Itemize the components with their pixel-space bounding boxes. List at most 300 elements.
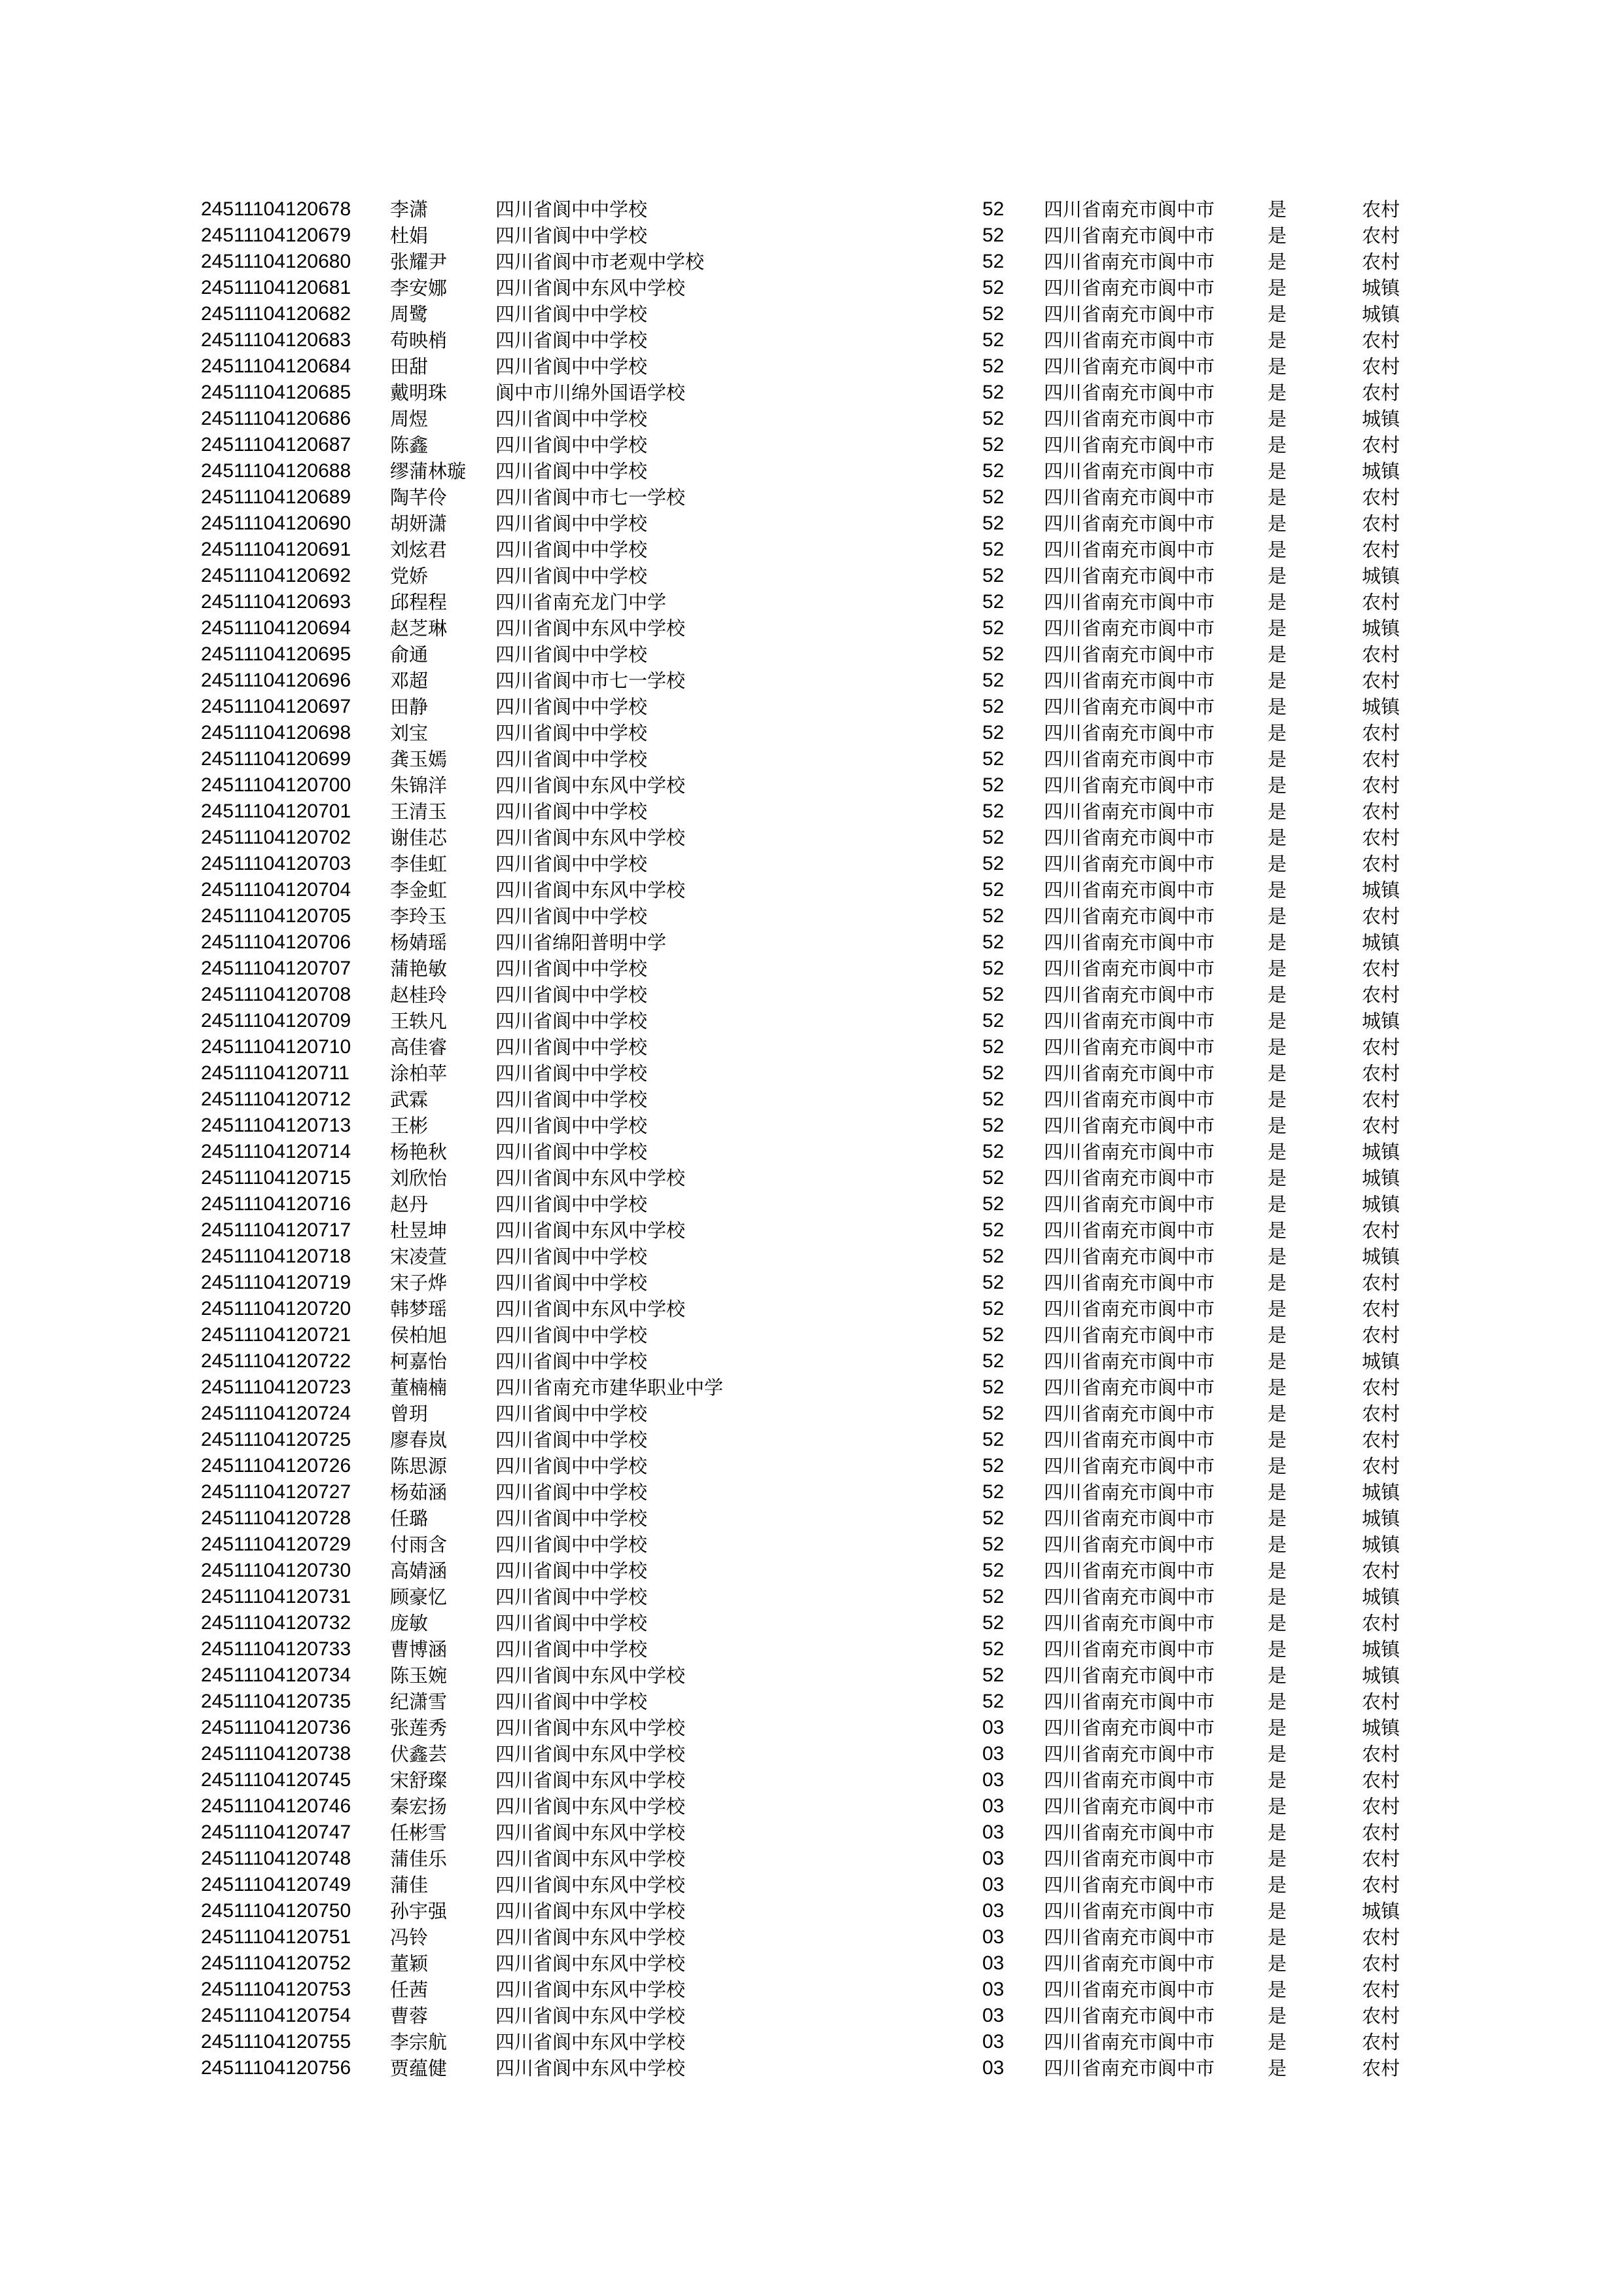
student-name-cell: 张耀尹 (390, 251, 448, 273)
region-cell: 四川省南充市阆中市 (1044, 539, 1215, 561)
student-name-cell: 刘宝 (390, 722, 429, 744)
region-cell: 四川省南充市阆中市 (1044, 408, 1215, 430)
school-cell: 四川省阆中东风中学校 (495, 1821, 686, 1844)
school-cell: 四川省阆中市七一学校 (495, 670, 686, 692)
residence-type-cell: 农村 (1362, 329, 1400, 351)
region-cell: 四川省南充市阆中市 (1044, 251, 1215, 273)
student-name-cell: 俞通 (390, 643, 429, 666)
table-row (0, 1244, 1623, 1270)
table-row (0, 249, 1623, 275)
flag-cell: 是 (1268, 198, 1287, 221)
region-cell: 四川省南充市阆中市 (1044, 1979, 1215, 2001)
residence-type-cell: 城镇 (1362, 1167, 1400, 1189)
student-id-cell: 24511104120705 (201, 905, 351, 927)
flag-cell: 是 (1268, 670, 1287, 692)
category-code-cell: 52 (982, 1664, 1005, 1686)
student-id-cell: 24511104120725 (201, 1429, 351, 1450)
residence-type-cell: 城镇 (1362, 1141, 1400, 1163)
student-name-cell: 蒲佳 (390, 1874, 429, 1896)
region-cell: 四川省南充市阆中市 (1044, 1900, 1215, 1922)
school-cell: 四川省阆中东风中学校 (495, 1848, 686, 1870)
table-row (0, 772, 1623, 798)
flag-cell: 是 (1268, 1848, 1287, 1870)
table-row (0, 956, 1623, 982)
residence-type-cell: 农村 (1362, 2005, 1400, 2027)
region-cell: 四川省南充市阆中市 (1044, 1586, 1215, 1608)
category-code-cell: 52 (982, 591, 1005, 613)
student-name-cell: 朱锦洋 (390, 774, 448, 797)
student-id-cell: 24511104120680 (201, 251, 351, 272)
category-code-cell: 52 (982, 827, 1005, 848)
student-name-cell: 李玲玉 (390, 905, 448, 927)
student-name-cell: 刘欣怡 (390, 1167, 448, 1189)
table-row (0, 1610, 1623, 1636)
student-id-cell: 24511104120750 (201, 1900, 351, 1922)
region-cell: 四川省南充市阆中市 (1044, 1167, 1215, 1189)
flag-cell: 是 (1268, 1664, 1287, 1687)
category-code-cell: 52 (982, 696, 1005, 717)
student-id-cell: 24511104120718 (201, 1246, 351, 1267)
category-code-cell: 52 (982, 1246, 1005, 1267)
student-name-cell: 蒲佳乐 (390, 1848, 448, 1870)
school-cell: 四川省阆中中学校 (495, 1455, 648, 1477)
region-cell: 四川省南充市阆中市 (1044, 827, 1215, 849)
student-id-cell: 24511104120735 (201, 1691, 351, 1712)
student-id-cell: 24511104120748 (201, 1848, 351, 1869)
residence-type-cell: 农村 (1362, 1298, 1400, 1320)
table-row (0, 1505, 1623, 1532)
student-id-cell: 24511104120724 (201, 1403, 351, 1424)
flag-cell: 是 (1268, 277, 1287, 299)
category-code-cell: 52 (982, 1298, 1005, 1319)
residence-type-cell: 农村 (1362, 670, 1400, 692)
flag-cell: 是 (1268, 879, 1287, 901)
category-code-cell: 03 (982, 1926, 1005, 1948)
table-row (0, 1741, 1623, 1767)
residence-type-cell: 城镇 (1362, 1900, 1400, 1922)
category-code-cell: 52 (982, 1481, 1005, 1503)
flag-cell: 是 (1268, 2005, 1287, 2027)
category-code-cell: 03 (982, 1979, 1005, 2000)
flag-cell: 是 (1268, 905, 1287, 927)
student-name-cell: 田静 (390, 696, 429, 718)
flag-cell: 是 (1268, 1507, 1287, 1530)
table-row (0, 589, 1623, 615)
flag-cell: 是 (1268, 984, 1287, 1006)
region-cell: 四川省南充市阆中市 (1044, 460, 1215, 482)
table-row (0, 1977, 1623, 2003)
residence-type-cell: 农村 (1362, 434, 1400, 456)
student-name-cell: 武霖 (390, 1088, 429, 1111)
category-code-cell: 52 (982, 931, 1005, 953)
school-cell: 四川省阆中中学校 (495, 696, 648, 718)
student-name-cell: 李金虹 (390, 879, 448, 901)
category-code-cell: 52 (982, 1062, 1005, 1084)
table-row (0, 1950, 1623, 1977)
residence-type-cell: 农村 (1362, 827, 1400, 849)
flag-cell: 是 (1268, 1821, 1287, 1844)
residence-type-cell: 城镇 (1362, 303, 1400, 325)
student-name-cell: 董颖 (390, 1952, 429, 1975)
table-row (0, 877, 1623, 903)
category-code-cell: 52 (982, 224, 1005, 246)
school-cell: 四川省阆中中学校 (495, 565, 648, 587)
flag-cell: 是 (1268, 434, 1287, 456)
school-cell: 四川省阆中中学校 (495, 1350, 648, 1372)
table-row (0, 406, 1623, 432)
region-cell: 四川省南充市阆中市 (1044, 617, 1215, 639)
student-id-cell: 24511104120709 (201, 1010, 351, 1031)
flag-cell: 是 (1268, 1717, 1287, 1739)
student-name-cell: 曹博涵 (390, 1638, 448, 1660)
residence-type-cell: 城镇 (1362, 1507, 1400, 1530)
school-cell: 四川省阆中东风中学校 (495, 1952, 686, 1975)
region-cell: 四川省南充市阆中市 (1044, 1560, 1215, 1582)
student-name-cell: 秦宏扬 (390, 1795, 448, 1818)
flag-cell: 是 (1268, 1455, 1287, 1477)
school-cell: 四川省阆中中学校 (495, 355, 648, 378)
student-id-cell: 24511104120685 (201, 382, 351, 403)
region-cell: 四川省南充市阆中市 (1044, 931, 1215, 954)
flag-cell: 是 (1268, 1926, 1287, 1948)
residence-type-cell: 农村 (1362, 2057, 1400, 2079)
student-id-cell: 24511104120738 (201, 1743, 351, 1765)
school-cell: 四川省阆中中学校 (495, 1429, 648, 1451)
student-id-cell: 24511104120756 (201, 2057, 351, 2079)
school-cell: 四川省阆中中学校 (495, 1638, 648, 1660)
flag-cell: 是 (1268, 748, 1287, 770)
student-id-cell: 24511104120687 (201, 434, 351, 456)
residence-type-cell: 农村 (1362, 224, 1400, 247)
table-row (0, 668, 1623, 694)
category-code-cell: 52 (982, 1141, 1005, 1162)
table-row (0, 1165, 1623, 1191)
student-id-cell: 24511104120755 (201, 2031, 351, 2053)
table-row (0, 641, 1623, 668)
region-cell: 四川省南充市阆中市 (1044, 1612, 1215, 1634)
student-name-cell: 张莲秀 (390, 1717, 448, 1739)
student-name-cell: 纪潇雪 (390, 1691, 448, 1713)
student-id-cell: 24511104120699 (201, 748, 351, 770)
student-name-cell: 杜娟 (390, 224, 429, 247)
school-cell: 四川省阆中中学校 (495, 1586, 648, 1608)
residence-type-cell: 城镇 (1362, 1534, 1400, 1556)
school-cell: 四川省阆中东风中学校 (495, 1795, 686, 1818)
region-cell: 四川省南充市阆中市 (1044, 774, 1215, 797)
school-cell: 四川省阆中市老观中学校 (495, 251, 705, 273)
region-cell: 四川省南充市阆中市 (1044, 1743, 1215, 1765)
student-name-cell: 孙宇强 (390, 1900, 448, 1922)
school-cell: 四川省阆中东风中学校 (495, 2005, 686, 2027)
category-code-cell: 52 (982, 879, 1005, 901)
residence-type-cell: 城镇 (1362, 696, 1400, 718)
residence-type-cell: 城镇 (1362, 1481, 1400, 1503)
category-code-cell: 03 (982, 1795, 1005, 1817)
student-id-cell: 24511104120689 (201, 486, 351, 508)
student-id-cell: 24511104120729 (201, 1534, 351, 1555)
school-cell: 四川省阆中东风中学校 (495, 774, 686, 797)
student-id-cell: 24511104120719 (201, 1272, 351, 1293)
student-name-cell: 宋子烨 (390, 1272, 448, 1294)
residence-type-cell: 城镇 (1362, 460, 1400, 482)
category-code-cell: 03 (982, 2031, 1005, 2053)
region-cell: 四川省南充市阆中市 (1044, 198, 1215, 221)
region-cell: 四川省南充市阆中市 (1044, 591, 1215, 613)
flag-cell: 是 (1268, 1350, 1287, 1372)
residence-type-cell: 城镇 (1362, 408, 1400, 430)
school-cell: 四川省阆中东风中学校 (495, 2057, 686, 2079)
category-code-cell: 03 (982, 1900, 1005, 1922)
student-name-cell: 宋凌萱 (390, 1246, 448, 1268)
region-cell: 四川省南充市阆中市 (1044, 1324, 1215, 1346)
region-cell: 四川省南充市阆中市 (1044, 1272, 1215, 1294)
student-id-cell: 24511104120714 (201, 1141, 351, 1162)
flag-cell: 是 (1268, 1612, 1287, 1634)
flag-cell: 是 (1268, 696, 1287, 718)
student-name-cell: 李佳虹 (390, 853, 448, 875)
school-cell: 四川省阆中东风中学校 (495, 1979, 686, 2001)
category-code-cell: 52 (982, 800, 1005, 822)
table-row (0, 2003, 1623, 2029)
table-row (0, 825, 1623, 851)
school-cell: 四川省阆中中学校 (495, 1062, 648, 1085)
residence-type-cell: 农村 (1362, 643, 1400, 666)
table-row (0, 720, 1623, 746)
table-row (0, 1584, 1623, 1610)
region-cell: 四川省南充市阆中市 (1044, 486, 1215, 509)
school-cell: 四川省阆中东风中学校 (495, 1219, 686, 1242)
category-code-cell: 52 (982, 277, 1005, 298)
student-name-cell: 赵芝琳 (390, 617, 448, 639)
region-cell: 四川省南充市阆中市 (1044, 1219, 1215, 1242)
student-id-cell: 24511104120681 (201, 277, 351, 298)
school-cell: 四川省阆中中学校 (495, 643, 648, 666)
table-row (0, 484, 1623, 511)
residence-type-cell: 农村 (1362, 748, 1400, 770)
student-id-cell: 24511104120716 (201, 1193, 351, 1215)
table-row (0, 1846, 1623, 1872)
data-table (0, 196, 1623, 2081)
category-code-cell: 52 (982, 251, 1005, 272)
category-code-cell: 52 (982, 460, 1005, 482)
region-cell: 四川省南充市阆中市 (1044, 1795, 1215, 1818)
region-cell: 四川省南充市阆中市 (1044, 800, 1215, 823)
table-row (0, 694, 1623, 720)
school-cell: 四川省阆中东风中学校 (495, 2031, 686, 2053)
residence-type-cell: 农村 (1362, 486, 1400, 509)
student-id-cell: 24511104120682 (201, 303, 351, 325)
region-cell: 四川省南充市阆中市 (1044, 224, 1215, 247)
table-row (0, 1374, 1623, 1401)
student-name-cell: 蒲艳敏 (390, 958, 448, 980)
flag-cell: 是 (1268, 1560, 1287, 1582)
residence-type-cell: 城镇 (1362, 617, 1400, 639)
flag-cell: 是 (1268, 1586, 1287, 1608)
student-name-cell: 杨茹涵 (390, 1481, 448, 1503)
region-cell: 四川省南充市阆中市 (1044, 1010, 1215, 1032)
flag-cell: 是 (1268, 1062, 1287, 1085)
region-cell: 四川省南充市阆中市 (1044, 1062, 1215, 1085)
flag-cell: 是 (1268, 1952, 1287, 1975)
school-cell: 四川省阆中中学校 (495, 1088, 648, 1111)
student-id-cell: 24511104120736 (201, 1717, 351, 1738)
category-code-cell: 52 (982, 539, 1005, 560)
table-row (0, 327, 1623, 353)
flag-cell: 是 (1268, 1167, 1287, 1189)
residence-type-cell: 农村 (1362, 1821, 1400, 1844)
flag-cell: 是 (1268, 355, 1287, 378)
table-row (0, 1532, 1623, 1558)
category-code-cell: 03 (982, 1952, 1005, 1974)
region-cell: 四川省南充市阆中市 (1044, 565, 1215, 587)
category-code-cell: 52 (982, 1036, 1005, 1058)
category-code-cell: 52 (982, 1115, 1005, 1136)
student-name-cell: 付雨含 (390, 1534, 448, 1556)
flag-cell: 是 (1268, 1403, 1287, 1425)
flag-cell: 是 (1268, 591, 1287, 613)
table-row (0, 1898, 1623, 1924)
student-id-cell: 24511104120715 (201, 1167, 351, 1189)
school-cell: 四川省南充龙门中学 (495, 591, 667, 613)
residence-type-cell: 农村 (1362, 1612, 1400, 1634)
student-id-cell: 24511104120703 (201, 853, 351, 874)
student-name-cell: 杜昱坤 (390, 1219, 448, 1242)
school-cell: 四川省阆中中学校 (495, 1272, 648, 1294)
residence-type-cell: 农村 (1362, 1062, 1400, 1085)
residence-type-cell: 农村 (1362, 198, 1400, 221)
table-row (0, 1348, 1623, 1374)
student-name-cell: 韩梦瑶 (390, 1298, 448, 1320)
student-name-cell: 龚玉嫣 (390, 748, 448, 770)
student-id-cell: 24511104120730 (201, 1560, 351, 1581)
residence-type-cell: 城镇 (1362, 1664, 1400, 1687)
student-name-cell: 柯嘉怡 (390, 1350, 448, 1372)
flag-cell: 是 (1268, 1743, 1287, 1765)
table-row (0, 1322, 1623, 1348)
student-name-cell: 谢佳芯 (390, 827, 448, 849)
student-id-cell: 24511104120721 (201, 1324, 351, 1346)
category-code-cell: 52 (982, 1586, 1005, 1607)
school-cell: 四川省绵阳普明中学 (495, 931, 667, 954)
region-cell: 四川省南充市阆中市 (1044, 1664, 1215, 1687)
table-row (0, 1427, 1623, 1453)
residence-type-cell: 农村 (1362, 1429, 1400, 1451)
flag-cell: 是 (1268, 486, 1287, 509)
flag-cell: 是 (1268, 1376, 1287, 1399)
residence-type-cell: 农村 (1362, 984, 1400, 1006)
school-cell: 四川省阆中东风中学校 (495, 1769, 686, 1791)
region-cell: 四川省南充市阆中市 (1044, 1638, 1215, 1660)
region-cell: 四川省南充市阆中市 (1044, 748, 1215, 770)
table-row (0, 1872, 1623, 1898)
region-cell: 四川省南充市阆中市 (1044, 1848, 1215, 1870)
region-cell: 四川省南充市阆中市 (1044, 1298, 1215, 1320)
student-id-cell: 24511104120723 (201, 1376, 351, 1398)
region-cell: 四川省南充市阆中市 (1044, 905, 1215, 927)
flag-cell: 是 (1268, 2031, 1287, 2053)
category-code-cell: 52 (982, 198, 1005, 220)
table-row (0, 1034, 1623, 1060)
school-cell: 四川省阆中东风中学校 (495, 1167, 686, 1189)
student-name-cell: 邱程程 (390, 591, 448, 613)
school-cell: 四川省阆中中学校 (495, 800, 648, 823)
table-row (0, 1479, 1623, 1505)
table-row (0, 196, 1623, 223)
flag-cell: 是 (1268, 1036, 1287, 1058)
student-id-cell: 24511104120678 (201, 198, 351, 220)
student-id-cell: 24511104120690 (201, 512, 351, 534)
school-cell: 四川省阆中中学校 (495, 408, 648, 430)
residence-type-cell: 农村 (1362, 958, 1400, 980)
flag-cell: 是 (1268, 1193, 1287, 1215)
category-code-cell: 03 (982, 2005, 1005, 2026)
region-cell: 四川省南充市阆中市 (1044, 2031, 1215, 2053)
table-row (0, 432, 1623, 458)
table-row (0, 1767, 1623, 1793)
residence-type-cell: 农村 (1362, 1952, 1400, 1975)
school-cell: 四川省阆中中学校 (495, 329, 648, 351)
region-cell: 四川省南充市阆中市 (1044, 1376, 1215, 1399)
student-name-cell: 高婧涵 (390, 1560, 448, 1582)
student-name-cell: 任茜 (390, 1979, 429, 2001)
region-cell: 四川省南充市阆中市 (1044, 1769, 1215, 1791)
student-id-cell: 24511104120696 (201, 670, 351, 691)
school-cell: 四川省阆中中学校 (495, 984, 648, 1006)
category-code-cell: 52 (982, 1167, 1005, 1189)
region-cell: 四川省南充市阆中市 (1044, 1481, 1215, 1503)
student-id-cell: 24511104120683 (201, 329, 351, 351)
student-id-cell: 24511104120745 (201, 1769, 351, 1791)
residence-type-cell: 农村 (1362, 382, 1400, 404)
category-code-cell: 52 (982, 382, 1005, 403)
flag-cell: 是 (1268, 722, 1287, 744)
category-code-cell: 52 (982, 408, 1005, 429)
residence-type-cell: 农村 (1362, 1795, 1400, 1818)
school-cell: 四川省阆中市七一学校 (495, 486, 686, 509)
table-row (0, 1662, 1623, 1689)
student-id-cell: 24511104120704 (201, 879, 351, 901)
region-cell: 四川省南充市阆中市 (1044, 853, 1215, 875)
flag-cell: 是 (1268, 1010, 1287, 1032)
student-name-cell: 党娇 (390, 565, 429, 587)
school-cell: 四川省阆中中学校 (495, 1193, 648, 1215)
category-code-cell: 03 (982, 1874, 1005, 1895)
table-row (0, 1401, 1623, 1427)
flag-cell: 是 (1268, 1141, 1287, 1163)
residence-type-cell: 农村 (1362, 1219, 1400, 1242)
category-code-cell: 52 (982, 1376, 1005, 1398)
student-id-cell: 24511104120711 (201, 1062, 349, 1084)
school-cell: 四川省阆中东风中学校 (495, 1874, 686, 1896)
residence-type-cell: 城镇 (1362, 1638, 1400, 1660)
residence-type-cell: 农村 (1362, 512, 1400, 535)
region-cell: 四川省南充市阆中市 (1044, 355, 1215, 378)
student-id-cell: 24511104120713 (201, 1115, 351, 1136)
flag-cell: 是 (1268, 460, 1287, 482)
student-name-cell: 王轶凡 (390, 1010, 448, 1032)
table-row (0, 1270, 1623, 1296)
student-name-cell: 苟映梢 (390, 329, 448, 351)
region-cell: 四川省南充市阆中市 (1044, 722, 1215, 744)
category-code-cell: 52 (982, 1403, 1005, 1424)
student-id-cell: 24511104120753 (201, 1979, 351, 2000)
table-row (0, 223, 1623, 249)
school-cell: 四川省阆中东风中学校 (495, 1664, 686, 1687)
category-code-cell: 52 (982, 905, 1005, 927)
student-id-cell: 24511104120754 (201, 2005, 351, 2026)
student-id-cell: 24511104120698 (201, 722, 351, 744)
region-cell: 四川省南充市阆中市 (1044, 1926, 1215, 1948)
